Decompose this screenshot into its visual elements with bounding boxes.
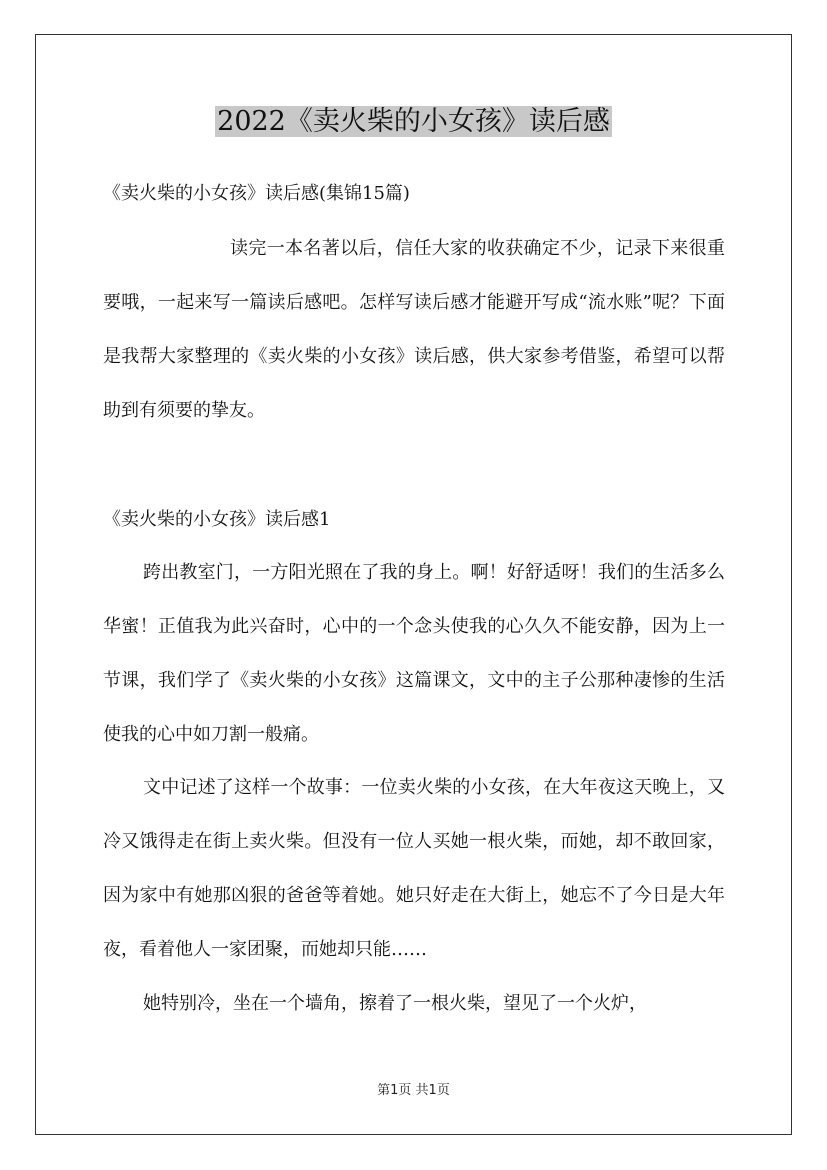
section-heading: 《卖火柴的小女孩》读后感1 [103,509,331,530]
body-paragraph: 她特别冷，坐在一个墙角，擦着了一根火柴，望见了一个火炉， [143,993,647,1014]
page-footer: 第1页 共1页 [377,1083,450,1098]
body-paragraph: 文中记述了这样一个故事：一位卖火柴的小女孩，在大年夜这天晚上，又冷又饿得走在街上卖火柴。但没有一位人买她一根火柴，而她，却不敢回家，因为家中有她那凶狠的爸爸等着她。她只好走在大街上，她忘不了今日是大年夜，看着他人一家团聚，而她却只能…… [103,777,725,960]
document-subtitle: 《卖火柴的小女孩》读后感(集锦15篇) [103,183,410,204]
intro-paragraph: 读完一本名著以后，信任大家的收获确定不少，记录下来很重要哦，一起来写一篇读后感吧。怎样写读后感才能避开写成“流水账”呢？下面是我帮大家整理的《卖火柴的小女孩》读后感，供大家参考借鉴，希望可以帮助到有须要的挚友。 [103,238,725,421]
document-title-text: 2022《卖火柴的小女孩》读后感 [217,106,610,137]
body-paragraph: 跨出教室门，一方阳光照在了我的身上。啊！好舒适呀！我们的生活多么华蜜！正值我为此兴奋时，心中的一个念头使我的心久久不能安静，因为上一节课，我们学了《卖火柴的小女孩》这篇课文，文中的主子公那种凄惨的生活使我的心中如刀割一般痛。 [103,562,725,745]
document-title [0,100,827,144]
